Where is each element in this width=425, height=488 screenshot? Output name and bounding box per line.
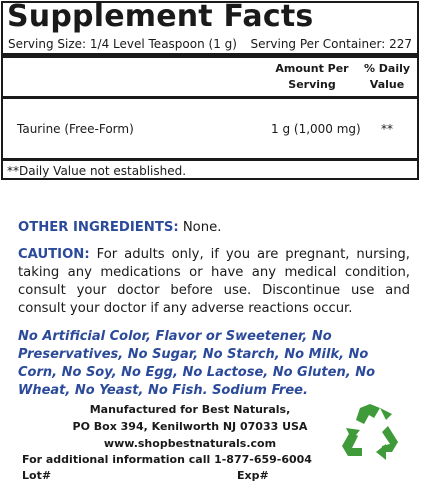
column-header-amount: Amount Per Serving (275, 62, 349, 91)
expiry-date: Exp# (237, 469, 269, 482)
manufacturer-line-1: Manufactured for Best Naturals, (89, 403, 291, 416)
divider-bottom (3, 158, 417, 161)
daily-value-footnote: **Daily Value not established. (7, 164, 187, 178)
supplement-facts-title: Supplement Facts (7, 0, 314, 34)
other-ingredients (18, 219, 410, 237)
serving-size: Serving Size: 1/4 Level Teaspoon (1 g) (8, 37, 237, 51)
other-ingredients-label: OTHER INGREDIENTS: (18, 220, 179, 235)
caution-label: CAUTION: (18, 247, 90, 262)
contact-phone: For additional information call 1-877-659-6004 (22, 453, 312, 466)
recycle-icon (336, 402, 404, 468)
column-header-daily-value: % Daily Value (363, 62, 411, 91)
other-ingredients-value: None. (182, 220, 222, 235)
manufacturer-website: www.shopbestnaturals.com (103, 437, 277, 450)
nutrient-amount: 1 g (1,000 mg) (271, 122, 361, 136)
divider-mid (3, 96, 417, 99)
nutrient-name: Taurine (Free-Form) (17, 122, 134, 136)
lot-number: Lot# (22, 469, 52, 482)
divider-thick (3, 53, 417, 58)
manufacturer-address: PO Box 394, Kenilworth NJ 07033 USA (72, 420, 308, 433)
serving-per-container: Serving Per Container: 227 (250, 37, 412, 51)
caution-text: For adults only, if you are pregnant, nursing, taking any medications or have any medical condition, consult your doctor before use. Discontinue use and consult your doctor if any adverse reactions occur. (18, 247, 410, 316)
caution-statement (18, 246, 410, 318)
nutrient-daily-value: ** (381, 122, 393, 136)
manufacturer-info (55, 401, 325, 452)
free-from-statement: No Artificial Color, Flavor or Sweetener, No Preservatives, No Sugar, No Starch, No Milk, No Corn, No Soy, No Egg, No Lactose, No Gluten, No Wheat, No Yeast, No Fish. Sodium Free. (18, 329, 375, 398)
supplement-facts-panel (1, 1, 419, 180)
